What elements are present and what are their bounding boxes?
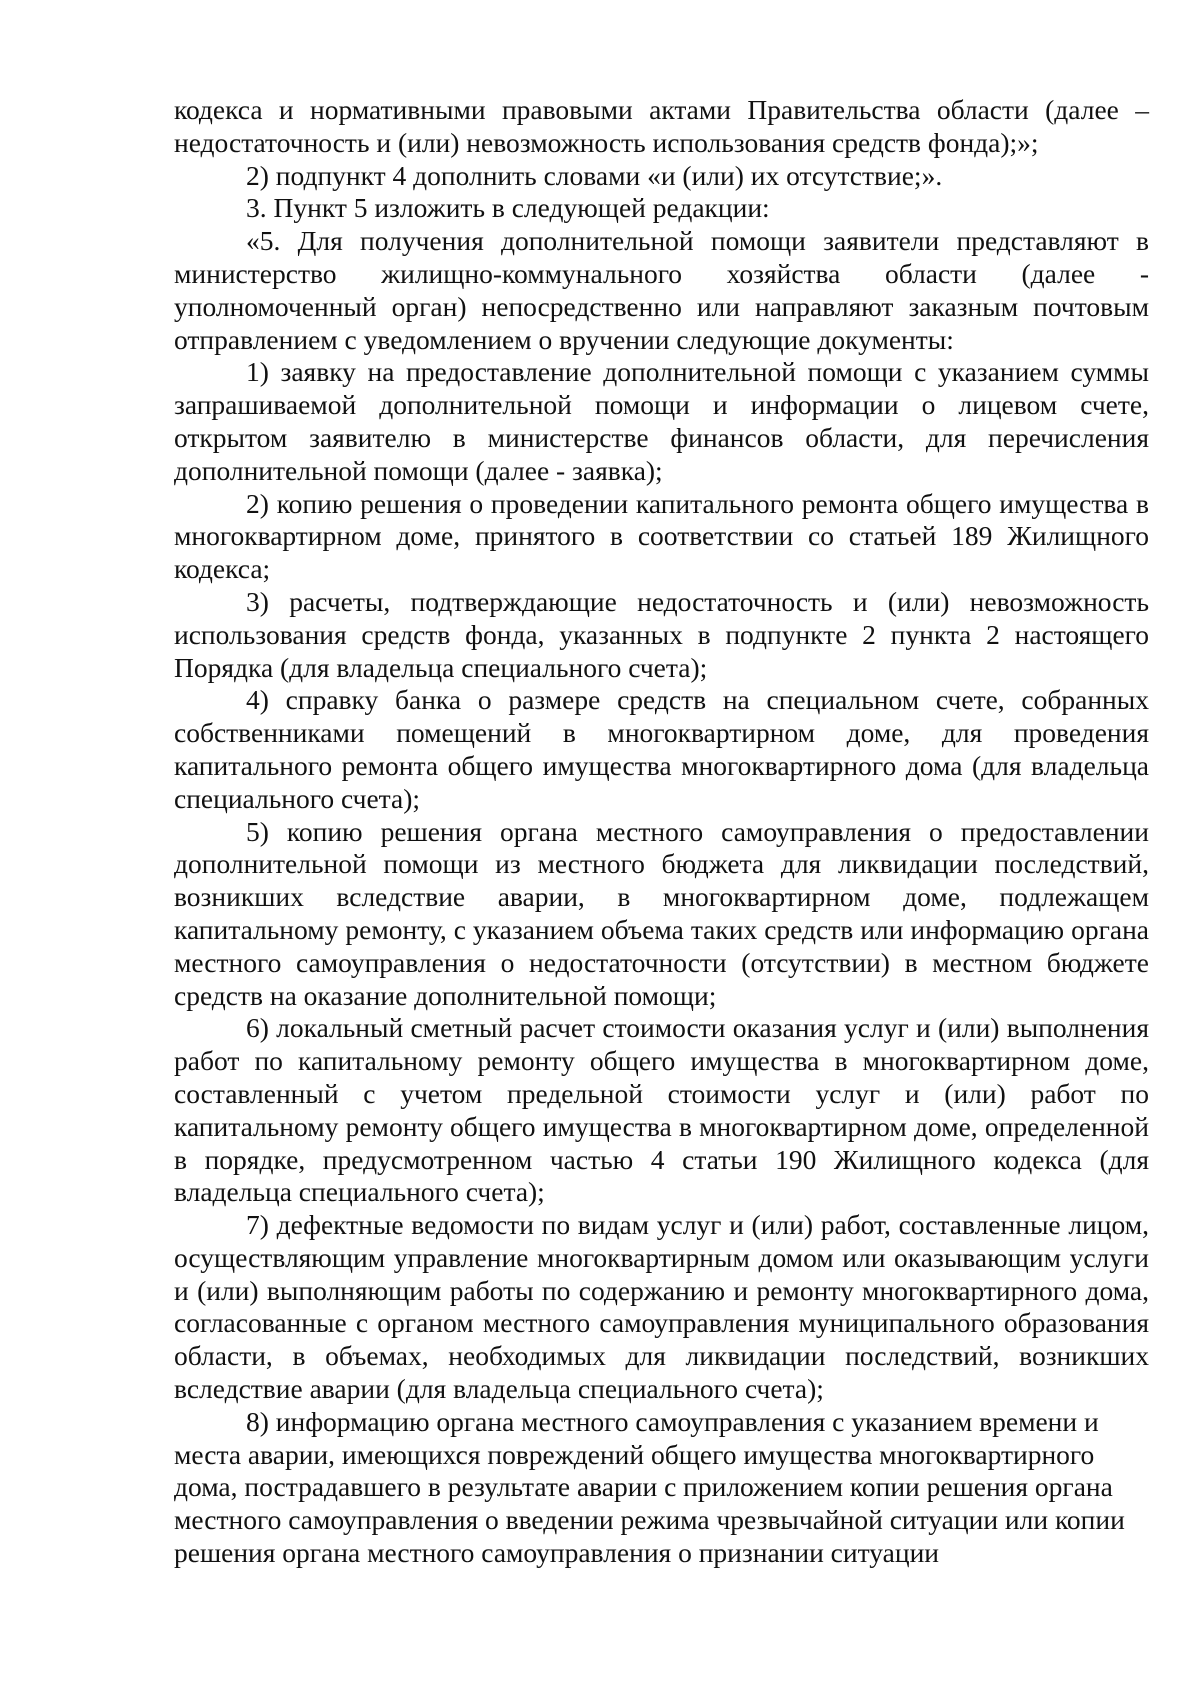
list-item-8: 8) информацию органа местного самоуправления с указанием времени и места аварии, имеющихся повреждений общего имущества многоквартирного дома, пострадавшего в результате аварии с приложением копии решения органа местного самоуправления о введении режима чрезвычайной ситуации или копии решения органа местного самоуправления о признании ситуации <box>174 1405 1125 1569</box>
paragraph-subitem-2: 2) подпункт 4 дополнить словами «и (или) их отсутствие;». <box>246 159 943 191</box>
list-item-5: 5) копию решения органа местного самоуправления о предоставлении дополнительной помощи из местного бюджета для ликвидации последствий, возникших вследствие аварии, в многоквартирном доме, подлежащем капитальному ремонту, с указанием объема таких средств или информацию органа местного самоуправления о недостаточности (отсутствии) в местном бюджете средств на оказание дополнительной помощи; <box>174 815 1149 1011</box>
list-item-7: 7) дефектные ведомости по видам услуг и (или) работ, составленные лицом, осуществляющим управление многоквартирным домом или оказывающим услуги и (или) выполняющим работы по содержанию и ремонту многоквартирного дома, согласованные с органом местного самоуправления муниципального образования области, в объемах, необходимых для ликвидации последствий, возникших вследствие аварии (для владельца специального счета); <box>174 1209 1149 1405</box>
list-item-1: 1) заявку на предоставление дополнительной помощи с указанием суммы запрашиваемой дополнительной помощи и информации о лицевом счете, открытом заявителю в министерстве финансов области, для перечисления дополнительной помощи (далее - заявка); <box>174 356 1149 486</box>
list-item-4: 4) справку банка о размере средств на специальном счете, собранных собственниками помещений в многоквартирном доме, для проведения капитального ремонта общего имущества многоквартирного дома (для владельца специального счета); <box>174 684 1149 814</box>
list-item-6: 6) локальный сметный расчет стоимости оказания услуг и (или) выполнения работ по капитальному ремонту общего имущества в многоквартирном доме, составленный с учетом предельной стоимости услуг и (или) работ по капитальному ремонту общего имущества в многоквартирном доме, определенной в порядке, предусмотренном частью 4 статьи 190 Жилищного кодекса (для владельца специального счета); <box>174 1012 1149 1208</box>
paragraph-item-3: 3. Пункт 5 изложить в следующей редакции: <box>246 192 770 224</box>
paragraph-continuation: кодекса и нормативными правовыми актами Правительства области (далее – недостаточность и (или) невозможность использования средств фонда);»; <box>174 94 1149 158</box>
list-item-3: 3) расчеты, подтверждающие недостаточность и (или) невозможность использования средств фонда, указанных в подпункте 2 пункта 2 настоящего Порядка (для владельца специального счета); <box>174 585 1149 683</box>
document-body <box>174 94 1149 1570</box>
paragraph-clause-5: «5. Для получения дополнительной помощи заявители представляют в министерство жилищно-коммунального хозяйства области (далее - уполномоченный орган) непосредственно или направляют заказным почтовым отправлением с уведомлением о вручении следующие документы: <box>174 225 1149 355</box>
list-item-2: 2) копию решения о проведении капитального ремонта общего имущества в многоквартирном доме, принятого в соответствии со статьей 189 Жилищного кодекса; <box>174 487 1149 585</box>
